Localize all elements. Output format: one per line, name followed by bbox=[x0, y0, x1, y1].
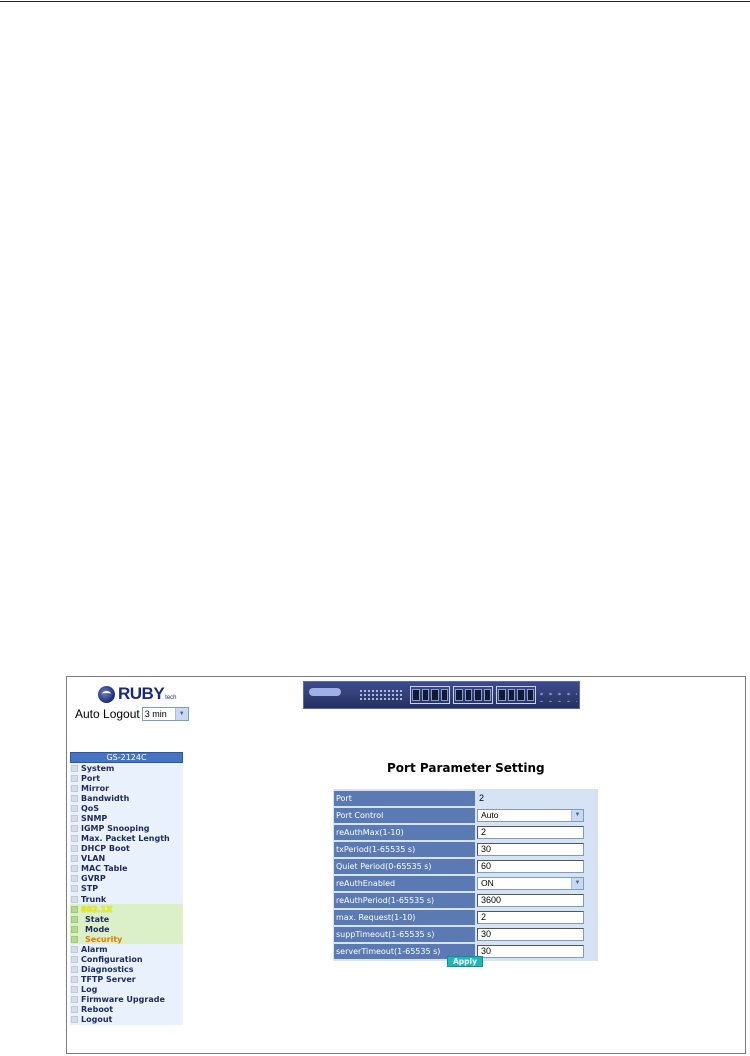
nav-bullet-icon bbox=[71, 1006, 78, 1013]
sidebar-item-label: Bandwidth bbox=[81, 793, 130, 803]
sidebar-item-label: VLAN bbox=[81, 854, 106, 864]
quiet-period-input[interactable]: 60 bbox=[477, 860, 584, 873]
sidebar-item-tftp-server[interactable] bbox=[70, 975, 183, 985]
sidebar-item-label: DHCP Boot bbox=[81, 844, 130, 854]
sidebar-item-security[interactable] bbox=[70, 934, 183, 944]
sidebar-item-label: Alarm bbox=[81, 944, 108, 954]
sidebar-item-bandwidth[interactable] bbox=[70, 793, 183, 803]
nav-bullet-icon bbox=[71, 835, 78, 842]
sidebar-item-system[interactable] bbox=[70, 763, 183, 773]
sidebar-item-logout[interactable] bbox=[70, 1015, 183, 1025]
sidebar-item-label: Mode bbox=[85, 924, 110, 934]
sidebar-item-port[interactable] bbox=[70, 773, 183, 783]
sidebar-item-alarm[interactable] bbox=[70, 944, 183, 954]
port-parameter-table bbox=[333, 789, 598, 961]
supptimeout-input[interactable]: 30 bbox=[477, 928, 584, 941]
nav-bullet-icon bbox=[71, 805, 78, 812]
device-uplink-panel bbox=[537, 690, 577, 702]
ruby-logo-icon bbox=[98, 686, 115, 703]
sidebar-item-dhcp-boot[interactable] bbox=[70, 844, 183, 854]
sidebar-item-vlan[interactable] bbox=[70, 854, 183, 864]
sidebar-item-label: QoS bbox=[81, 803, 100, 813]
logo-text: RUBY bbox=[118, 684, 165, 703]
logo-sub-text: tech bbox=[165, 695, 177, 701]
nav-bullet-icon bbox=[71, 765, 78, 772]
field-label: Port Control bbox=[334, 808, 475, 823]
auto-logout-label: Auto Logout bbox=[75, 707, 140, 721]
field-label: max. Request(1-10) bbox=[334, 910, 475, 925]
sidebar-item-label: 802.1X bbox=[81, 904, 113, 914]
nav-bullet-icon bbox=[71, 795, 78, 802]
field-label: suppTimeout(1-65535 s) bbox=[334, 927, 475, 942]
nav-bullet-icon bbox=[71, 896, 78, 903]
sidebar-item-label: System bbox=[81, 763, 115, 773]
field-label: reAuthPeriod(1-65535 s) bbox=[334, 893, 475, 908]
sidebar-item-label: State bbox=[85, 914, 110, 924]
form-row-reauthenabled bbox=[334, 875, 596, 891]
form-row-reauthperiod bbox=[334, 892, 596, 908]
sidebar-item-configuration[interactable] bbox=[70, 954, 183, 964]
sidebar-item-reboot[interactable] bbox=[70, 1005, 183, 1015]
nav-bullet-icon bbox=[71, 815, 78, 822]
sidebar-item-state[interactable] bbox=[70, 914, 183, 924]
sidebar-item-label: SNMP bbox=[81, 813, 108, 823]
chevron-down-icon[interactable]: ▼ bbox=[571, 810, 583, 821]
sidebar-item-label: Firmware Upgrade bbox=[81, 995, 165, 1005]
form-row-max-request bbox=[334, 909, 596, 925]
sidebar-item-label: Configuration bbox=[81, 955, 143, 965]
device-port-block bbox=[410, 686, 450, 704]
sidebar-item-label: Max. Packet Length bbox=[81, 834, 170, 844]
sidebar-item-trunk[interactable] bbox=[70, 894, 183, 904]
auto-logout-value: 3 min bbox=[144, 709, 167, 719]
sidebar-item-firmware-upgrade[interactable] bbox=[70, 995, 183, 1005]
form-row-port-control bbox=[334, 807, 596, 823]
sidebar-item-label: TFTP Server bbox=[81, 975, 136, 985]
form-row-quiet-period bbox=[334, 858, 596, 874]
port-control-select[interactable] bbox=[477, 809, 584, 822]
switch-device-image bbox=[303, 681, 580, 709]
apply-button[interactable]: Apply bbox=[447, 956, 483, 967]
nav-bullet-icon bbox=[71, 946, 78, 953]
sidebar-item-label: MAC Table bbox=[81, 864, 128, 874]
nav-bullet-icon bbox=[71, 916, 78, 923]
servertimeout-input[interactable]: 30 bbox=[477, 945, 584, 958]
nav-bullet-icon bbox=[71, 986, 78, 993]
sidebar-item-mirror[interactable] bbox=[70, 783, 183, 793]
field-label: txPeriod(1-65535 s) bbox=[334, 842, 475, 857]
nav-bullet-icon bbox=[71, 865, 78, 872]
sidebar-item-label: Trunk bbox=[81, 894, 107, 904]
field-label: Quiet Period(0-65535 s) bbox=[334, 859, 475, 874]
device-port-block bbox=[453, 686, 493, 704]
sidebar-list bbox=[70, 763, 183, 1025]
nav-bullet-icon bbox=[71, 966, 78, 973]
ruby-logo bbox=[98, 684, 177, 704]
sidebar-item-max-packet-length[interactable] bbox=[70, 834, 183, 844]
sidebar-item-snmp[interactable] bbox=[70, 813, 183, 823]
device-led-panel bbox=[359, 689, 404, 701]
page-title: Port Parameter Setting bbox=[387, 761, 545, 775]
sidebar-item-mode[interactable] bbox=[70, 924, 183, 934]
sidebar-header: GS-2124C bbox=[70, 752, 183, 763]
field-label: reAuthEnabled bbox=[334, 876, 475, 891]
sidebar-item-802-1x[interactable] bbox=[70, 904, 183, 914]
nav-bullet-icon bbox=[71, 906, 78, 913]
field-label: serverTimeout(1-65535 s) bbox=[334, 944, 475, 959]
nav-bullet-icon bbox=[71, 996, 78, 1003]
sidebar-item-label: Log bbox=[81, 985, 98, 995]
reauthperiod-input[interactable]: 3600 bbox=[477, 894, 584, 907]
reauthmax-input[interactable]: 2 bbox=[477, 826, 584, 839]
port-control-selected-value: Auto bbox=[481, 809, 499, 820]
device-port-block bbox=[496, 686, 536, 704]
field-label: Port bbox=[334, 791, 475, 806]
sidebar-nav bbox=[70, 752, 183, 1025]
chevron-down-icon[interactable]: ▼ bbox=[571, 878, 583, 889]
max-request-input[interactable]: 2 bbox=[477, 911, 584, 924]
auto-logout bbox=[75, 707, 189, 721]
sidebar-item-qos[interactable] bbox=[70, 803, 183, 813]
nav-bullet-icon bbox=[71, 926, 78, 933]
sidebar-item-label: GVRP bbox=[81, 874, 106, 884]
sidebar-item-stp[interactable] bbox=[70, 884, 183, 894]
form-row-reauthmax bbox=[334, 824, 596, 840]
device-brand-badge bbox=[309, 688, 341, 696]
nav-bullet-icon bbox=[71, 885, 78, 892]
browser-frame bbox=[66, 676, 746, 1054]
sidebar-item-diagnostics[interactable] bbox=[70, 965, 183, 975]
nav-bullet-icon bbox=[71, 956, 78, 963]
sidebar-item-label: STP bbox=[81, 884, 99, 894]
nav-bullet-icon bbox=[71, 976, 78, 983]
sidebar-item-igmp-snooping[interactable] bbox=[70, 823, 183, 833]
form-row-supptimeout bbox=[334, 926, 596, 942]
nav-bullet-icon bbox=[71, 785, 78, 792]
sidebar-item-label: IGMP Snooping bbox=[81, 824, 150, 833]
sidebar-item-label: Logout bbox=[81, 1015, 113, 1025]
reauthenabled-selected-value: ON bbox=[481, 877, 494, 888]
form-row-port bbox=[334, 790, 596, 806]
sidebar-item-label: Port bbox=[81, 773, 101, 783]
nav-bullet-icon bbox=[71, 1016, 78, 1023]
sidebar-item-gvrp[interactable] bbox=[70, 874, 183, 884]
sidebar-item-log[interactable] bbox=[70, 985, 183, 995]
chevron-down-icon[interactable]: ▼ bbox=[175, 708, 188, 720]
form-row-txperiod bbox=[334, 841, 596, 857]
txperiod-input[interactable]: 30 bbox=[477, 843, 584, 856]
field-label: reAuthMax(1-10) bbox=[334, 825, 475, 840]
nav-bullet-icon bbox=[71, 775, 78, 782]
sidebar-item-label: Security bbox=[85, 934, 123, 944]
nav-bullet-icon bbox=[71, 845, 78, 852]
nav-bullet-icon bbox=[71, 875, 78, 882]
sidebar-item-mac-table[interactable] bbox=[70, 864, 183, 874]
nav-bullet-icon bbox=[71, 825, 78, 832]
sidebar-item-label: Mirror bbox=[81, 783, 110, 793]
page-top-rule bbox=[0, 1, 750, 2]
sidebar-item-label: Diagnostics bbox=[81, 965, 134, 975]
nav-bullet-icon bbox=[71, 936, 78, 943]
reauthenabled-select[interactable] bbox=[477, 877, 584, 890]
nav-bullet-icon bbox=[71, 855, 78, 862]
port-value: 2 bbox=[479, 793, 485, 803]
sidebar-item-label: Reboot bbox=[81, 1005, 114, 1015]
auto-logout-select[interactable] bbox=[142, 707, 189, 721]
